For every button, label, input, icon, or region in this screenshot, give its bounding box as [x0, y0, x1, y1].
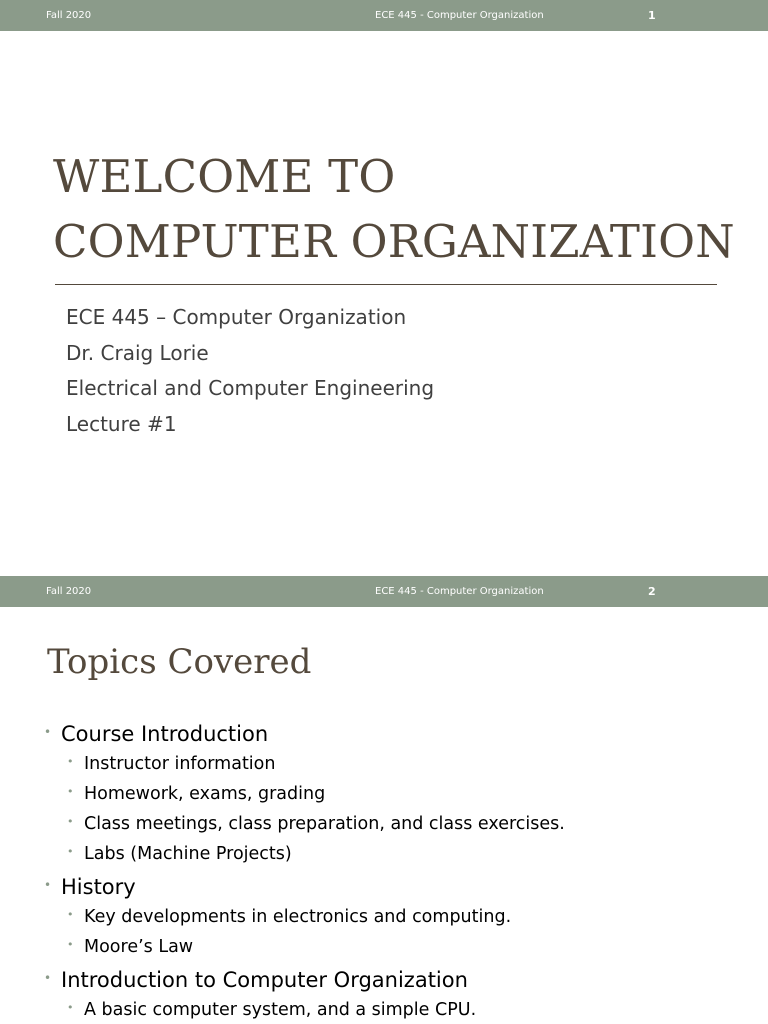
title-divider	[55, 284, 717, 285]
bullet-icon: •	[67, 908, 74, 921]
bullet-icon: •	[67, 815, 74, 828]
list-item	[44, 965, 744, 995]
slide-number: 1	[648, 9, 656, 22]
subtitle-lecture: Lecture #1	[66, 412, 177, 437]
bullet-text: Instructor information	[84, 754, 276, 774]
slide-number: 2	[648, 585, 656, 598]
bullet-text: Labs (Machine Projects)	[84, 844, 292, 864]
list-item	[67, 902, 744, 932]
bullet-icon: •	[44, 971, 52, 985]
bullet-text: Course Introduction	[61, 722, 269, 746]
subtitle-list	[66, 300, 434, 443]
list-item	[67, 749, 744, 779]
list-item	[67, 932, 744, 962]
bullet-icon: •	[44, 725, 52, 739]
bullet-text: A basic computer system, and a simple CPU.	[84, 1000, 477, 1020]
slide-title	[53, 144, 735, 274]
bullet-text: History	[61, 875, 136, 899]
bullet-icon: •	[67, 845, 74, 858]
bullet-text: Moore’s Law	[84, 937, 194, 957]
bullet-icon: •	[67, 755, 74, 768]
footer-course: ECE 445 - Computer Organization	[375, 10, 544, 21]
subtitle-department: Electrical and Computer Engineering	[66, 376, 435, 401]
list-item	[67, 809, 744, 839]
footer-date: Fall 2020	[46, 10, 92, 21]
bullet-text: Key developments in electronics and computing.	[84, 907, 512, 927]
slide-title-line: COMPUTER ORGANIZATION	[53, 215, 735, 268]
slide-footer-bar	[0, 576, 768, 607]
bullet-text: Class meetings, class preparation, and class exercises.	[84, 814, 565, 834]
footer-course: ECE 445 - Computer Organization	[375, 586, 544, 597]
bullet-text: Introduction to Computer Organization	[61, 968, 468, 992]
bullet-icon: •	[67, 1001, 74, 1014]
slide-2	[0, 576, 768, 1024]
bullet-icon: •	[67, 785, 74, 798]
subtitle-instructor: Dr. Craig Lorie	[66, 340, 209, 365]
slide-title-line: WELCOME TO	[53, 150, 396, 203]
list-item	[67, 995, 744, 1024]
list-item	[44, 872, 744, 902]
list-item	[67, 839, 744, 869]
bullet-text: Homework, exams, grading	[84, 784, 326, 804]
slide-footer-bar	[0, 0, 768, 31]
list-item	[44, 719, 744, 749]
bullet-icon: •	[67, 938, 74, 951]
bullet-icon: •	[44, 878, 52, 892]
subtitle-course: ECE 445 – Computer Organization	[66, 305, 407, 329]
slide-title: Topics Covered	[47, 642, 312, 682]
footer-date: Fall 2020	[46, 586, 92, 597]
list-item	[67, 779, 744, 809]
topics-list	[44, 716, 744, 1024]
